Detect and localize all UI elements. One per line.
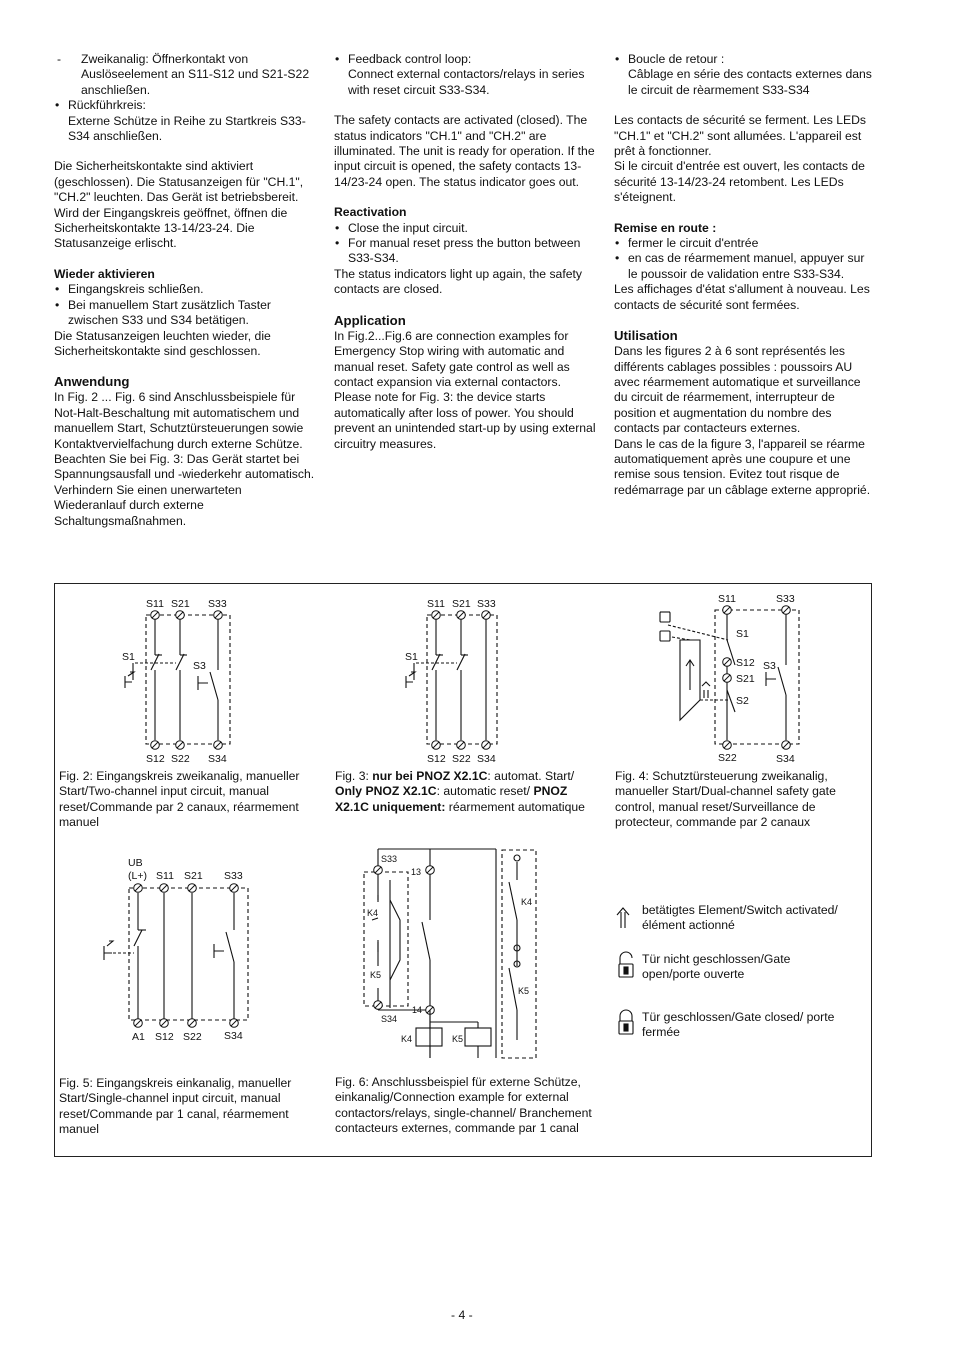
french-reactivate-heading: Remise en route :: [614, 220, 717, 235]
fig3-caption-text1: : automat. Start/: [487, 769, 575, 783]
english-feedback-text: Connect external contactors/relays in series with reset circuit S33-S34.: [348, 67, 585, 97]
fig6-label-s34: S34: [381, 1014, 398, 1024]
fig4-label-s22: S22: [718, 752, 737, 764]
list-item: • fermer le circuit d'entrée: [614, 236, 876, 251]
gate-open-icon: [619, 952, 633, 977]
fig3-caption-text2: : automatic reset/: [436, 784, 534, 799]
fig6-label-14: 14: [412, 1005, 423, 1015]
fig3-label-s22: S22: [452, 753, 471, 765]
french-app-text2: Dans le cas de la figure 3, l'appareil se réarme automatiquement après une coupure et une remise sous tension. Evitez tout risque de redémarrage par un câblage externe approprié.: [614, 436, 871, 497]
fig3-label-s21: S21: [452, 598, 471, 610]
german-app-heading: Anwendung: [54, 374, 130, 390]
english-para1: The safety contacts are activated (closed). The status indicators "CH.1" and "CH.2" are illuminated. The unit is ready for operation. If the input circuit is opened, the safety contacts 13-14/23-24 open. The status indicator goes out.: [334, 113, 595, 189]
fig2-caption: Fig. 2: Eingangskreis zweikanalig, manueller Start/Two-channel input circuit, manual reset/Commande par 2 canaux, réarmement manuel: [59, 769, 300, 830]
german-dash-item: - Zweikanalig: Öffnerkontakt von Auslöseelement an S11-S12 und S21-S22 anschließen.: [54, 52, 316, 98]
fig4-label-s11: S11: [718, 593, 736, 605]
fig5-label-s11: S11: [156, 870, 174, 882]
legend-activated-text: betätigtes Element/Switch activated/élément actionné: [642, 903, 838, 933]
fig3-label-s33: S33: [477, 598, 496, 610]
fig2-label-s33: S33: [208, 598, 227, 610]
fig5-label-s22: S22: [183, 1031, 202, 1043]
legend-gate-closed-text: Tür geschlossen/Gate closed/ porte fermée: [642, 1010, 835, 1040]
legend-icons: [617, 908, 633, 1034]
fig3-caption-bold3: PNOZ X2.1C uniquement:: [335, 784, 568, 814]
fig4-label-s33: S33: [776, 593, 795, 605]
fig3-label-s12: S12: [427, 753, 446, 765]
fig6-label-k5-right: K5: [518, 986, 530, 996]
fig3-caption-text3: réarmement automatique: [445, 799, 585, 814]
fig6-label-k4: K4: [367, 908, 379, 918]
german-app-text1: In Fig. 2 ... Fig. 6 sind Anschlussbeispiele für Not-Halt-Beschaltung mit automatischem und manuellem Start, Schutztürsteuerungen sowie Kontaktvervielfachung durch externe Schütze.: [54, 390, 304, 451]
german-reactivate-after: Die Statusanzeigen leuchten wieder, die Sicherheitskontakte sind geschlossen.: [54, 328, 271, 358]
fig3-caption-bold1: nur bei PNOZ X2.1C: [372, 769, 488, 783]
fig3-label-s1: S1: [405, 651, 418, 663]
legend-gate-open-text: Tür nicht geschlossen/Gate open/porte ouverte: [642, 952, 791, 982]
fig2-label-s21: S21: [171, 598, 190, 610]
list-item: • Bei manuellem Start zusätzlich Taster zwischen S33 und S34 betätigen.: [54, 298, 316, 329]
english-feedback-title: • Feedback control loop:: [348, 52, 472, 66]
fig4-label-s34: S34: [776, 753, 795, 765]
fig5-label-a1: A1: [132, 1031, 145, 1043]
french-reactivate-after: Les affichages d'état s'allument à nouveau. Les contacts de sécurité sont fermées.: [614, 282, 870, 312]
list-item: • Close the input circuit.: [334, 221, 596, 236]
fig3-label-s34: S34: [477, 753, 496, 765]
fig3-label-s11: S11: [427, 598, 445, 610]
fig2-label-s34: S34: [208, 753, 227, 765]
fig4-caption: Fig. 4: Schutztürsteuerung zweikanalig, manueller Start/Dual-channel safety gate control, manual reset/Surveillance de protecteur, commande par 2 canaux: [615, 769, 836, 830]
fig2-label-s1: S1: [122, 651, 135, 663]
english-app-text: In Fig.2...Fig.6 are connection examples for Emergency Stop wiring with automatic and manual reset. Safety gate control as well as contact expansion via external contactors. Please note for Fig. 3: the device starts automatically after loss of power. You should prevent an unintended start-up by using external circuitry measures.: [334, 328, 596, 451]
fig3-caption: [335, 769, 597, 815]
fig5-label-s33: S33: [224, 870, 243, 882]
english-reactivate-after: The status indicators light up again, the safety contacts are closed.: [334, 266, 582, 297]
fig3-caption-pre: Fig. 3:: [335, 769, 373, 783]
german-reactivate-heading: Wieder aktivieren: [54, 266, 155, 281]
fig2-diagram: [125, 611, 230, 750]
gate-closed-icon: [619, 1010, 633, 1034]
fig2-label-s3: S3: [193, 660, 206, 672]
german-app-text2: Beachten Sie bei Fig. 3: Das Gerät startet bei Spannungsausfall und -wiederkehr automatisch. Verhindern Sie einen unerwarteten Wiederanlauf durch externe Schaltungsmaßnahmen.: [54, 451, 315, 528]
french-feedback-title: • Boucle de retour :: [628, 52, 725, 66]
french-para2: Si le circuit d'entrée est ouvert, les contacts de sécurité 13-14/23-24 retombent. Les LEDs s'éteignent.: [614, 159, 865, 205]
fig5-label-ub: UB: [128, 857, 143, 869]
fig5-diagram: [104, 884, 248, 1028]
english-reactivate-heading: Reactivation: [334, 205, 407, 220]
fig6-label-k5: K5: [370, 970, 382, 980]
fig6-label-s33: S33: [381, 854, 398, 864]
english-app-heading: Application: [334, 312, 406, 328]
list-item: • en cas de réarmement manuel, appuyer sur le poussoir de validation entre S33-S34.: [614, 251, 876, 282]
fig3-caption-bold2: Only PNOZ X2.1C: [335, 784, 437, 799]
fig5-caption: Fig. 5: Eingangskreis einkanalig, manueller Start/Single-channel input circuit, manual reset/Commande par 1 canal, réarmement manuel: [59, 1076, 292, 1137]
fig4-label-s2: S2: [736, 695, 749, 707]
fig2-label-s12: S12: [146, 753, 165, 765]
list-item: • Eingangskreis schließen.: [54, 282, 316, 297]
fig4-label-s1: S1: [736, 628, 749, 640]
fig2-label-s11: S11: [146, 598, 164, 610]
german-feedback-text: Externe Schütze in Reihe zu Startkreis S33-S34 anschließen.: [68, 113, 306, 144]
activated-element-icon: [617, 908, 629, 928]
french-para1: Les contacts de sécurité se ferment. Les LEDs "CH.1" et "CH.2" sont allumées. L'appareil est prêt à fonctionner.: [614, 113, 866, 159]
german-feedback-title: • Rückführkreis:: [68, 98, 146, 113]
fig6-label-k4-coil: K4: [401, 1034, 413, 1044]
fig6-label-13: 13: [411, 867, 422, 877]
french-app-text1: Dans les figures 2 à 6 sont représentés les différents cablages possibles : poussoirs AU avec réarmement automatique et surveillance du circuit de réarmement, interrupteur de position et augmentation du nombre des contacts par contacteurs externes.: [614, 344, 861, 436]
fig6-label-k4-right: K4: [521, 897, 533, 907]
fig4-label-s3: S3: [763, 660, 776, 672]
german-para1: Die Sicherheitskontakte sind aktiviert (geschlossen). Die Statusanzeigen für "CH.1", "CH.2" leuchten. Das Gerät ist betriebsbereit.: [54, 159, 304, 205]
fig5-label-s21: S21: [184, 870, 203, 882]
fig6-diagram: [364, 849, 536, 1058]
french-app-heading: Utilisation: [614, 328, 678, 344]
german-para2: Wird der Eingangskreis geöffnet, öffnen die Sicherheitskontakte 13-14/23-24. Die Statusanzeige erlischt.: [54, 205, 288, 251]
fig4-label-s21: S21: [736, 673, 755, 685]
fig5-label-s12: S12: [155, 1031, 174, 1043]
fig3-diagram: [406, 611, 497, 750]
list-item: • For manual reset press the button between S33-S34.: [334, 236, 596, 267]
fig6-label-k5-coil: K5: [452, 1034, 464, 1044]
fig2-label-s22: S22: [171, 753, 190, 765]
french-feedback-text: Câblage en série des contacts externes dans le circuit de rèarmement S33-S34: [628, 67, 872, 97]
fig5-label-lplus: (L+): [128, 870, 147, 882]
page-number: - 4 -: [451, 1308, 473, 1322]
fig4-label-s12: S12: [736, 657, 755, 669]
fig4-diagram: [660, 606, 799, 750]
fig6-caption: Fig. 6: Anschlussbeispiel für externe Schütze, einkanalig/Connection example for external contactors/relays, single-channel/ Branchement contacteurs externes, commande par 1 canal: [335, 1075, 592, 1136]
fig5-label-s34: S34: [224, 1030, 243, 1042]
